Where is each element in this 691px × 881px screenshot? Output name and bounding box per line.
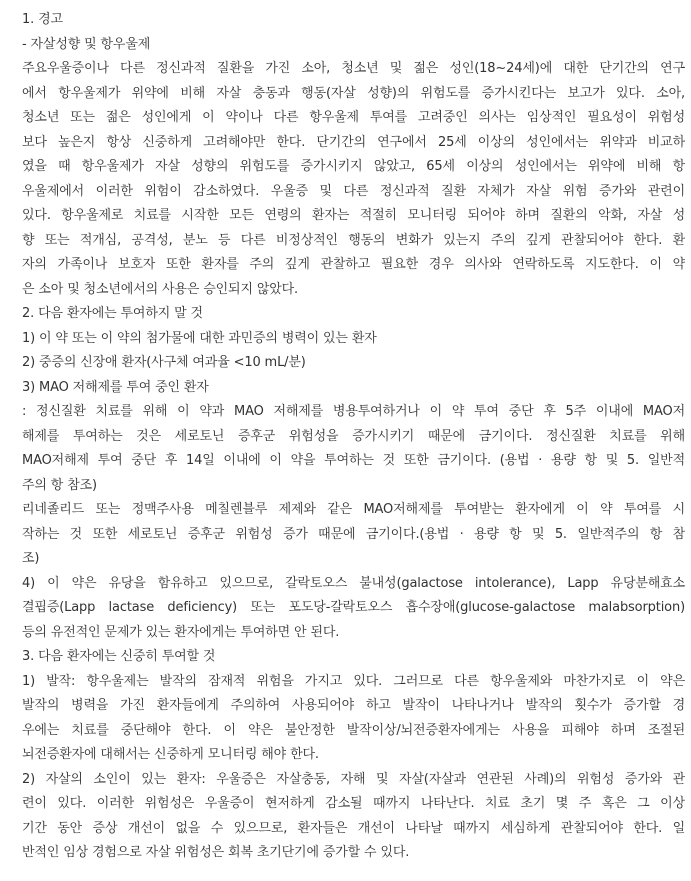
list-item: 2) 자살의 소인이 있는 환자: 우울증은 자살충동, 자해 및 자살(자살과 연관된 사례)의 위험성 증가와 관 bbox=[22, 771, 685, 787]
paragraph-line: 작하는 것 또한 세로토닌 증후군 위험성 증가 때문에 금기이다.(용법 · 용량 항 및 5. 일반적주의 항 참 bbox=[22, 526, 685, 542]
paragraph-line: 주요우울증이나 다른 정신과적 질환을 가진 소아, 청소년 및 젊은 성인(18~24세)에 대한 단기간의 연구 bbox=[22, 61, 685, 76]
paragraph-line: 기간 동안 증상 개선이 없을 수 있으므로, 환자들은 개선이 나타날 때까지 세심하게 관찰되어야 한다. 일 bbox=[22, 820, 685, 836]
paragraph-line: 조) bbox=[22, 551, 40, 566]
paragraph-line: 련이 있다. 이러한 위험성은 우울증이 현저하게 감소될 때까지 나타난다. 치료 초기 몇 주 혹은 그 이상 bbox=[22, 796, 685, 811]
paragraph-line: 뇌전증환자에 대해서는 신중하게 모니터링 해야 한다. bbox=[22, 747, 319, 762]
paragraph-line: 주의 항 참조) bbox=[22, 477, 97, 493]
paragraph-line: 우울제에서 이러한 위험이 감소하였다. 우울증 및 다른 정신과적 질환 자체가 자살 위험 증가와 관련이 bbox=[22, 183, 685, 199]
paragraph-line: 였을 때 항우울제가 자살 성향의 위험도를 증가시키지 않았고, 65세 이상의 성인에서는 위약에 비해 항 bbox=[22, 159, 685, 174]
section-heading-warning: 1. 경고 bbox=[22, 12, 63, 27]
paragraph-line: 청소년 또는 젊은 성인에게 이 약이나 다른 항우울제 투여를 고려중인 의사는 임상적인 필요성이 위험성 bbox=[22, 110, 685, 125]
paragraph-line: 발작의 병력을 가진 환자들에게 주의하여 사용되어야 하고 발작이 나타나거나 발작의 횟수가 증가할 경 bbox=[22, 698, 685, 713]
list-item: 2) 중증의 신장애 환자(사구체 여과율 <10 mL/분) bbox=[22, 355, 306, 370]
section-heading-caution: 3. 다음 환자에는 신중히 투여할 것 bbox=[22, 649, 216, 664]
section-heading-contraindications: 2. 다음 환자에는 투여하지 말 것 bbox=[22, 306, 203, 321]
paragraph-line: 은 소아 및 청소년에서의 사용은 승인되지 않았다. bbox=[22, 281, 299, 297]
list-item: 1) 발작: 항우울제는 발작의 잠재적 위험을 가지고 있다. 그러므로 다른 항우울제와 마찬가지로 이 약은 bbox=[22, 673, 685, 689]
subheading-suicidality: - 자살성향 및 항우울제 bbox=[22, 36, 151, 52]
paragraph-line: 등의 유전적인 문제가 있는 환자에게는 투여하면 안 된다. bbox=[22, 624, 340, 640]
paragraph-line: 있다. 항우울제로 치료를 시작한 모든 연령의 환자는 적절히 모니터링 되어야 하며 질환의 악화, 자살 성 bbox=[22, 208, 685, 223]
paragraph-line: 반적인 임상 경험으로 자살 위험성은 회복 초기단기에 증가할 수 있다. bbox=[22, 845, 410, 860]
paragraph-line: 해제를 투여하는 것은 세로토닌 증후군 위험성을 증가시키기 때문에 금기이다. 정신질환 치료를 위해 bbox=[22, 428, 685, 444]
list-item: 4) 이 약은 유당을 함유하고 있으므로, 갈락토오스 불내성(galactose intolerance), Lapp 유당분해효소 bbox=[22, 575, 685, 591]
paragraph-line: 보다 높은지 항상 신중하게 고려해야만 한다. 단기간의 연구에서 25세 이상의 성인에서는 위약과 비교하 bbox=[22, 134, 685, 150]
paragraph-line: 에서 항우울제가 위약에 비해 자살 충동과 행동(자살 성향)의 위험도를 증가시킨다는 보고가 있다. 소아, bbox=[22, 85, 685, 101]
paragraph-line: : 정신질환 치료를 위해 이 약과 MAO 저해제를 병용투여하거나 이 약 투여 중단 후 5주 이내에 MAO저 bbox=[22, 404, 685, 419]
paragraph-line: 자의 가족이나 보호자 또한 환자를 주의 깊게 관찰하고 필요한 경우 의사와 연락하도록 지도한다. 이 약 bbox=[22, 257, 685, 272]
paragraph-line: 결핍증(Lapp lactase deficiency) 또는 포도당-갈락토오스 흡수장애(glucose-galactose malabsorption) bbox=[22, 600, 685, 615]
list-item: 3) MAO 저해제를 투여 중인 환자 bbox=[22, 379, 209, 395]
paragraph-line: 향 또는 적개심, 공격성, 분노 등 다른 비정상적인 행동의 변화가 있는지 주의 깊게 관찰되어야 한다. 환 bbox=[22, 232, 685, 248]
paragraph-line: MAO저해제 투여 중단 후 14일 이내에 이 약을 투여하는 것 또한 금기이다. (용법 · 용량 항 및 5. 일반적 bbox=[22, 453, 685, 468]
paragraph-line: 우에는 치료를 중단해야 한다. 이 약은 불안정한 발작이상/뇌전증환자에게는 사용을 피해야 하며 조절된 bbox=[22, 722, 685, 738]
list-item: 1) 이 약 또는 이 약의 첨가물에 대한 과민증의 병력이 있는 환자 bbox=[22, 330, 377, 346]
paragraph-line: 리네졸리드 또는 정맥주사용 메칠렌블루 제제와 같은 MAO저해제를 투여받는 환자에게 이 약 투여를 시 bbox=[22, 502, 685, 517]
